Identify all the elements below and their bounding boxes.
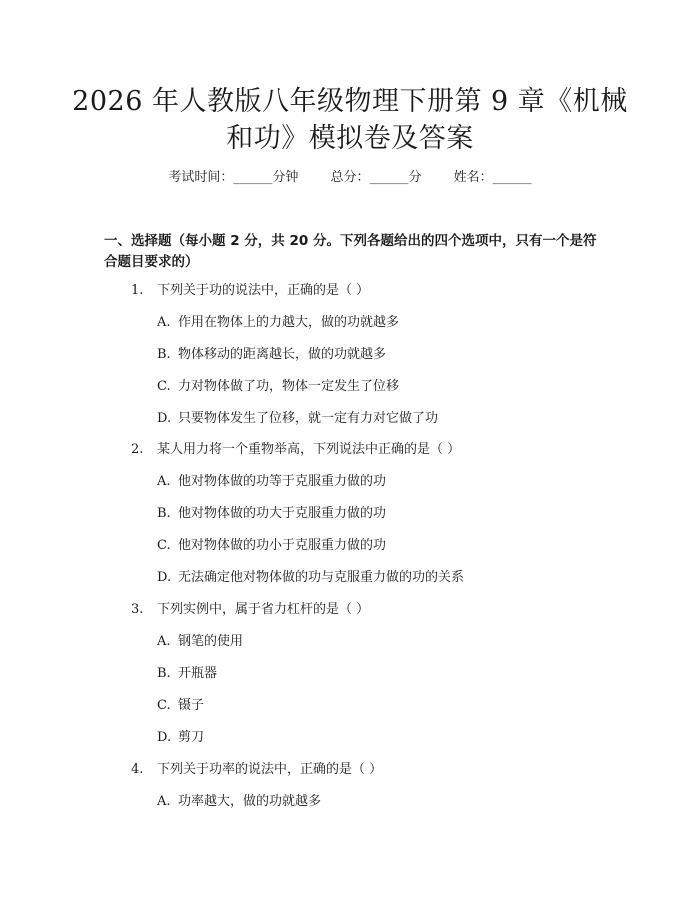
question-3-number: 3.	[131, 602, 144, 617]
option-text: 他对物体做的功大于克服重力做的功	[178, 506, 387, 521]
option-letter: D.	[157, 730, 172, 745]
option-letter: D.	[157, 570, 172, 585]
option-letter: D.	[157, 411, 172, 426]
question-2-option-c	[157, 537, 386, 555]
option-letter: A.	[157, 315, 171, 330]
question-2-text: 某人用力将一个重物举高，下列说法中正确的是（ ）	[157, 442, 461, 457]
question-1-option-d	[157, 410, 438, 428]
student-name-field: 姓名：______	[453, 170, 532, 185]
exam-time-field: 考试时间：______分钟	[168, 170, 299, 185]
question-4-option-a	[157, 793, 321, 811]
question-2-option-d	[157, 569, 464, 587]
question-1-number: 1.	[131, 283, 144, 298]
option-letter: C.	[157, 698, 171, 713]
question-4-number: 4.	[131, 762, 144, 777]
question-1-option-c	[157, 378, 399, 396]
question-3-option-d	[157, 729, 204, 747]
question-3-option-b	[157, 665, 217, 683]
option-letter: A.	[157, 634, 171, 649]
option-letter: B.	[157, 347, 171, 362]
option-letter: C.	[157, 379, 171, 394]
question-4-text: 下列关于功率的说法中，正确的是（ ）	[157, 762, 383, 777]
question-1-text: 下列关于功的说法中，正确的是（ ）	[157, 283, 370, 298]
section-heading-line-2: 合题目要求的）	[104, 254, 199, 270]
option-text: 无法确定他对物体做的功与克服重力做的功的关系	[178, 570, 465, 585]
document-title-line-2: 和功》模拟卷及答案	[226, 123, 474, 154]
question-3-option-c	[157, 697, 204, 715]
option-text: 剪刀	[178, 730, 205, 745]
option-text: 镊子	[178, 698, 205, 713]
option-letter: C.	[157, 538, 171, 553]
section-heading-line-1: 一、选择题（每小题 2 分，共 20 分。下列各题给出的四个选项中，只有一个是符	[104, 233, 597, 249]
section-heading	[104, 231, 604, 273]
total-score-field: 总分：______分	[330, 170, 422, 185]
question-1-option-b	[157, 346, 386, 364]
document-title-line-1: 2026 年人教版八年级物理下册第 9 章《机械	[72, 86, 628, 117]
question-2-option-a	[157, 473, 386, 491]
question-1-option-a	[157, 314, 399, 332]
option-letter: A.	[157, 474, 171, 489]
question-2-number: 2.	[131, 442, 144, 457]
option-text: 他对物体做的功小于克服重力做的功	[178, 538, 387, 553]
option-text: 作用在物体上的力越大，做的功就越多	[178, 315, 400, 330]
question-3-text: 下列实例中，属于省力杠杆的是（ ）	[157, 602, 370, 617]
option-text: 力对物体做了功，物体一定发生了位移	[178, 379, 400, 394]
option-text: 只要物体发生了位移，就一定有力对它做了功	[178, 411, 439, 426]
option-text: 物体移动的距离越长，做的功就越多	[178, 347, 387, 362]
option-letter: B.	[157, 666, 171, 681]
option-text: 钢笔的使用	[178, 634, 244, 649]
exam-info	[0, 169, 700, 187]
question-2-option-b	[157, 505, 386, 523]
option-letter: A.	[157, 794, 171, 809]
option-letter: B.	[157, 506, 171, 521]
option-text: 开瓶器	[178, 666, 218, 681]
option-text: 他对物体做的功等于克服重力做的功	[178, 474, 387, 489]
option-text: 功率越大，做的功就越多	[178, 794, 322, 809]
question-3-option-a	[157, 633, 243, 651]
